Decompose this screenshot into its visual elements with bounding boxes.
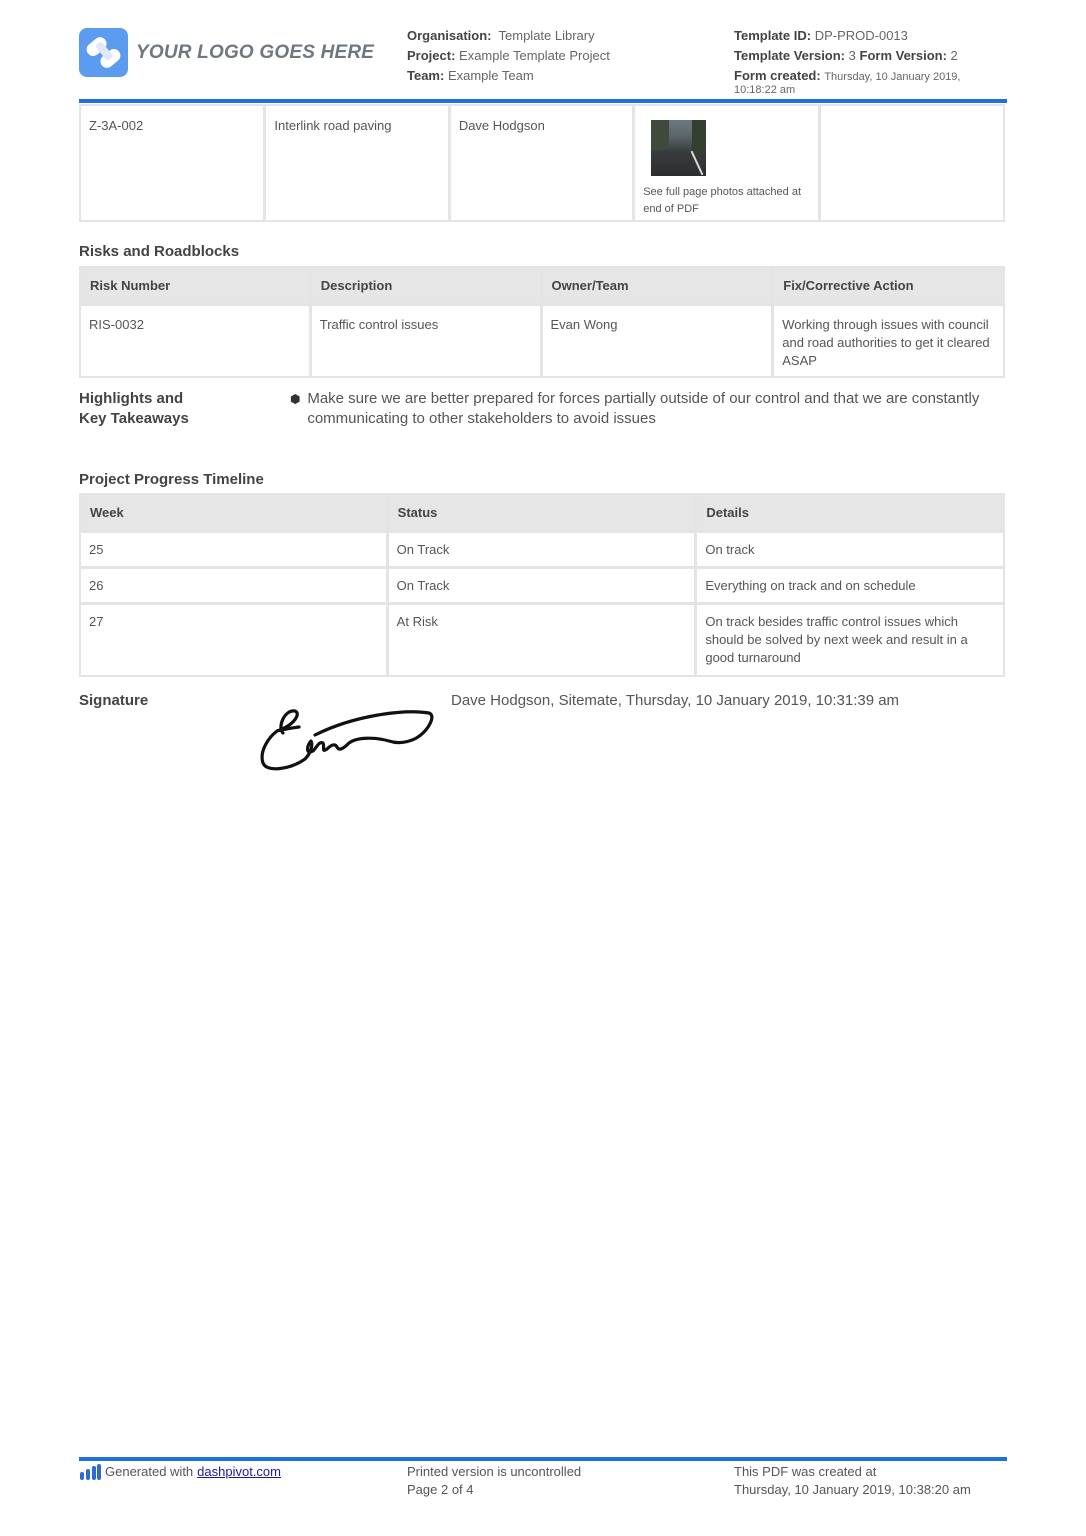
generated-prefix: Generated with [105,1464,194,1479]
logo-mark-icon [79,28,128,77]
week-cell: 25 [81,533,386,566]
risk-number-cell: RIS-0032 [81,306,309,376]
details-cell: On track besides traffic control issues which should be solved by next week and result in a good turnaround [697,605,1003,675]
week-cell: 27 [81,605,386,675]
timeline-table [79,493,1005,677]
footer-divider [79,1457,1007,1461]
uncontrolled-notice: Printed version is uncontrolled [407,1464,582,1479]
item-id-cell: Z-3A-002 [81,106,263,220]
timeline-section-title: Project Progress Timeline [79,471,264,488]
column-header-details: Details [697,495,1003,530]
logo-text: YOUR LOGO GOES HERE [136,41,375,63]
template-id-line [734,26,1004,46]
item-owner-cell: Dave Hodgson [451,106,632,220]
form-version-value: 2 [950,48,958,63]
team-value: Example Team [447,68,534,83]
item-photo-cell [635,106,817,220]
project-label: Project: [407,48,456,63]
risk-description-cell: Traffic control issues [312,306,540,376]
version-line [734,46,1004,66]
footer-page-info [407,1463,581,1499]
status-cell: On Track [389,533,695,566]
item-empty-cell [821,106,1003,220]
column-header-owner-team: Owner/Team [543,268,772,303]
column-header-risk-number: Risk Number [81,268,309,303]
pdf-created-value: Thursday, 10 January 2019, 10:38:20 am [734,1482,971,1497]
page-number: Page 2 of 4 [407,1482,474,1497]
column-header-fix-action: Fix/Corrective Action [774,268,1003,303]
footer-created [734,1463,971,1499]
column-header-description: Description [312,268,540,303]
template-version-label: Template Version: [734,48,846,63]
item-description-cell: Interlink road paving [266,106,447,220]
highlights-label: Highlights and Key Takeaways [79,390,189,427]
template-id-label: Template ID: [734,28,812,43]
team-line [407,66,610,86]
risk-owner-cell: Evan Wong [543,306,772,376]
bullet-icon: ⬢ [290,392,301,406]
header-meta-template [734,26,1004,98]
signature-details: Dave Hodgson, Sitemate, Thursday, 10 January 2019, 10:31:39 am [451,692,900,709]
footer-generated [79,1463,281,1481]
dashpivot-link[interactable]: dashpivot.com [197,1464,281,1479]
document-header [79,26,1007,102]
table-header-row [81,495,1003,530]
template-id-value: DP-PROD-0013 [814,28,908,43]
pdf-created-label: This PDF was created at [734,1464,877,1479]
details-cell: Everything on track and on schedule [697,569,1003,602]
column-header-status: Status [389,495,695,530]
table-row [81,106,1003,220]
organisation-value: Template Library [498,28,595,43]
status-cell: At Risk [389,605,695,675]
project-value: Example Template Project [459,48,610,63]
week-cell: 26 [81,569,386,602]
team-label: Team: [407,68,445,83]
form-created-time: 10:18:22 am [734,84,796,96]
header-divider [79,99,1007,103]
photo-caption: See full page photos attached at end of PDF [643,186,802,215]
highlights-list [290,389,990,429]
highlight-text: Make sure we are better prepared for forces partially outside of our control and that we are constantly communicating to other stakeholders to avoid issues [307,390,980,427]
form-version-label: Form Version: [859,48,947,63]
road-photo-thumbnail[interactable] [651,120,706,176]
project-line [407,46,610,66]
table-row [81,533,1003,566]
form-created-value: Thursday, 10 January 2019, [824,71,961,83]
table-row [81,569,1003,602]
risk-fix-cell: Working through issues with council and road authorities to get it cleared ASAP [774,306,1003,376]
item-table [79,104,1005,222]
table-header-row [81,268,1003,303]
column-header-week: Week [81,495,386,530]
risks-section-title: Risks and Roadblocks [79,243,240,260]
organisation-label: Organisation: [407,28,492,43]
signature-image [255,703,440,775]
header-meta-project [407,26,610,86]
organisation-line [407,26,610,46]
details-cell: On track [697,533,1003,566]
status-cell: On Track [389,569,695,602]
template-version-value: 3 [848,48,856,63]
form-created-label: Form created: [734,68,821,83]
table-row [81,605,1003,675]
logo [79,28,374,77]
risks-table [79,266,1005,378]
signature-label: Signature [79,692,149,709]
dashpivot-logo-icon [79,1464,101,1480]
list-item [290,389,990,429]
table-row [81,306,1003,376]
